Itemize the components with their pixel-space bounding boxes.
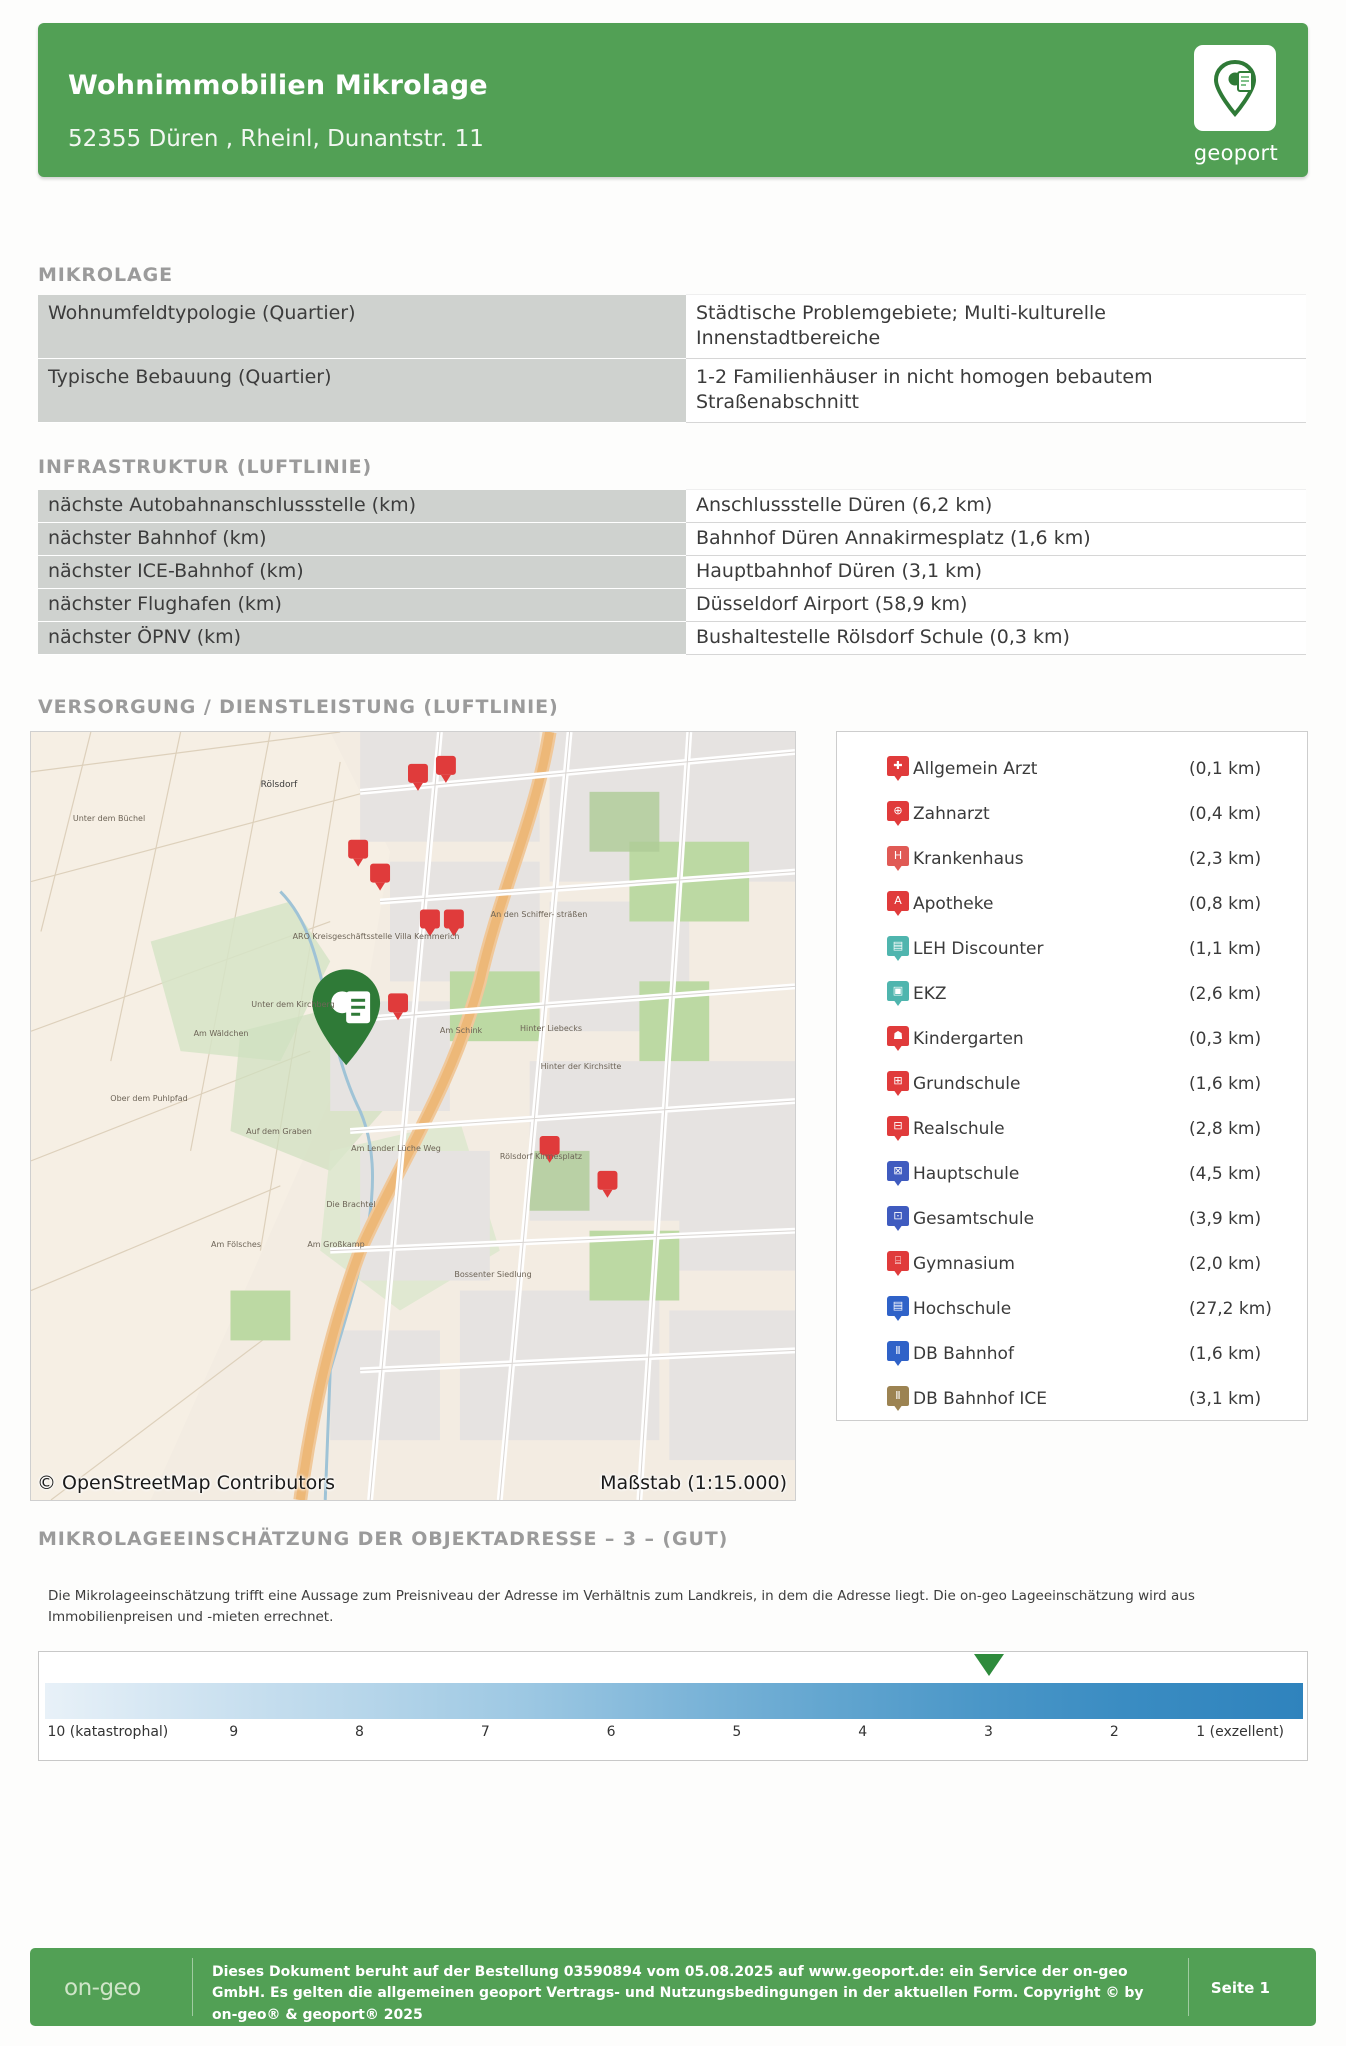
legend-distance: (0,1 km) xyxy=(1189,758,1262,779)
table-row xyxy=(38,523,1306,556)
legend-distance: (3,9 km) xyxy=(1189,1208,1262,1229)
map-place-label: An den Schiffer- sträßen xyxy=(490,910,588,919)
list-item xyxy=(837,1241,1307,1286)
row-value: Düsseldorf Airport (58,9 km) xyxy=(686,589,1306,622)
rating-tick: 5 xyxy=(732,1724,742,1740)
poi-legend xyxy=(836,731,1308,1421)
map-pin-icon xyxy=(1211,58,1259,118)
rating-tick: 3 xyxy=(984,1724,993,1740)
map-place-label: Auf dem Graben xyxy=(246,1127,312,1136)
table-row xyxy=(38,359,1306,423)
legend-label: Hauptschule xyxy=(913,1163,1020,1184)
row-label: Wohnumfeldtypologie (Quartier) xyxy=(38,295,686,359)
legend-distance: (2,3 km) xyxy=(1189,848,1262,869)
legend-distance: (0,8 km) xyxy=(1189,893,1262,914)
row-value: Bahnhof Düren Annakirmesplatz (1,6 km) xyxy=(686,523,1306,556)
legend-label: Apotheke xyxy=(913,893,994,914)
map-place-label: Am Großkamp xyxy=(307,1240,365,1249)
allgemein-arzt-icon: ✚ xyxy=(887,756,909,782)
row-label: nächster Bahnhof (km) xyxy=(38,523,686,556)
map-canvas xyxy=(31,732,795,1500)
db-bahnhof-ice-icon: Ⅱ xyxy=(887,1386,909,1412)
map-place-label: ARO Kreisgeschäftsstelle Villa Kemmerich xyxy=(292,932,460,941)
rating-tick-labels xyxy=(45,1724,1303,1754)
leh-discounter-icon: ▤ xyxy=(887,936,909,962)
map-place-label: Unter dem Büchel xyxy=(72,814,146,823)
table-row xyxy=(38,490,1306,523)
row-label: nächster ICE-Bahnhof (km) xyxy=(38,556,686,589)
rating-gradient-bar xyxy=(45,1683,1303,1719)
legend-distance: (1,6 km) xyxy=(1189,1073,1262,1094)
krankenhaus-icon: H xyxy=(887,846,909,872)
legend-distance: (2,6 km) xyxy=(1189,983,1262,1004)
list-item xyxy=(837,926,1307,971)
legend-distance: (0,4 km) xyxy=(1189,803,1262,824)
property-address: 52355 Düren , Rheinl, Dunantstr. 11 xyxy=(68,126,484,152)
row-value: Städtische Problemgebiete; Multi-kulturelle Innenstadtbereiche xyxy=(686,295,1306,359)
gesamtschule-icon: ⊡ xyxy=(887,1206,909,1232)
ekz-icon: ▣ xyxy=(887,981,909,1007)
legend-distance: (4,5 km) xyxy=(1189,1163,1262,1184)
list-item xyxy=(837,791,1307,836)
legend-label: Grundschule xyxy=(913,1073,1021,1094)
list-item xyxy=(837,1331,1307,1376)
legend-label: Zahnarzt xyxy=(913,803,990,824)
list-item xyxy=(837,746,1307,791)
list-item xyxy=(837,836,1307,881)
map-attribution: © OpenStreetMap Contributors xyxy=(37,1472,336,1494)
rating-tick: 4 xyxy=(858,1724,868,1740)
legend-distance: (1,6 km) xyxy=(1189,1343,1262,1364)
section-heading-versorgung: VERSORGUNG / DIENSTLEISTUNG (LUFTLINIE) xyxy=(38,696,559,718)
rating-description: Die Mikrolageeinschätzung trifft eine Aussage zum Preisniveau der Adresse im Verhältnis zum Landkreis, in dem die Adresse liegt. Die on-geo Lageeinschätzung wird aus Immobilienpreisen und -mieten errechnet. xyxy=(48,1588,1195,1625)
db-bahnhof-icon: Ⅱ xyxy=(887,1341,909,1367)
zahnarzt-icon: ⊕ xyxy=(887,801,909,827)
apotheke-icon: A xyxy=(887,891,909,917)
list-item xyxy=(837,1061,1307,1106)
map-place-label: Am Schink xyxy=(439,1026,483,1035)
legend-label: Kindergarten xyxy=(913,1028,1024,1049)
footer-divider-right xyxy=(1188,1958,1189,2016)
legend-label: EKZ xyxy=(913,983,947,1004)
section-heading-einschaetzung: MIKROLAGEEINSCHÄTZUNG DER OBJEKTADRESSE – 3 – (GUT) xyxy=(38,1528,729,1550)
legend-label: Hochschule xyxy=(913,1298,1012,1319)
row-label: nächster ÖPNV (km) xyxy=(38,622,686,655)
list-item xyxy=(837,1286,1307,1331)
map-place-label: Am Lender Lüche Weg xyxy=(351,1144,441,1153)
infrastruktur-table xyxy=(38,489,1306,655)
page-number: Seite 1 xyxy=(1210,1979,1270,1997)
rating-tick: 8 xyxy=(355,1724,364,1740)
legend-label: Gymnasium xyxy=(913,1253,1015,1274)
legend-label: Realschule xyxy=(913,1118,1005,1139)
legend-label: LEH Discounter xyxy=(913,938,1044,959)
map-place-label: Am Wäldchen xyxy=(193,1029,249,1038)
row-value: Anschlussstelle Düren (6,2 km) xyxy=(686,490,1306,523)
kindergarten-icon: ☗ xyxy=(887,1026,909,1052)
list-item xyxy=(837,1016,1307,1061)
legend-label: DB Bahnhof xyxy=(913,1343,1014,1364)
legend-distance: (2,8 km) xyxy=(1189,1118,1262,1139)
row-label: Typische Bebauung (Quartier) xyxy=(38,359,686,423)
document-header xyxy=(38,23,1308,177)
map-scale-label: Maßstab (1:15.000) xyxy=(600,1472,787,1494)
list-item xyxy=(837,1106,1307,1151)
legend-label: DB Bahnhof ICE xyxy=(913,1388,1047,1409)
row-value: Bushaltestelle Rölsdorf Schule (0,3 km) xyxy=(686,622,1306,655)
rating-tick: 9 xyxy=(229,1724,239,1740)
row-label: nächste Autobahnanschlussstelle (km) xyxy=(38,490,686,523)
legend-distance: (27,2 km) xyxy=(1189,1298,1272,1319)
row-label: nächster Flughafen (km) xyxy=(38,589,686,622)
page-title: Wohnimmobilien Mikrolage xyxy=(68,70,488,101)
rating-tick: 6 xyxy=(606,1724,616,1740)
table-row xyxy=(38,622,1306,655)
grundschule-icon: ⊞ xyxy=(887,1071,909,1097)
location-map[interactable] xyxy=(30,731,796,1501)
geoport-wordmark: geoport xyxy=(1193,141,1278,165)
map-place-label: Bossenter Siedlung xyxy=(454,1270,532,1279)
realschule-icon: ⊟ xyxy=(887,1116,909,1142)
table-row xyxy=(38,295,1306,359)
list-item xyxy=(837,1376,1307,1421)
legend-label: Allgemein Arzt xyxy=(913,758,1038,779)
list-item xyxy=(837,1196,1307,1241)
mikrolage-table xyxy=(38,294,1306,423)
rating-scale xyxy=(38,1651,1308,1761)
map-place-label: Hinter der Kirchsitte xyxy=(540,1062,622,1071)
legend-distance: (0,3 km) xyxy=(1189,1028,1262,1049)
map-place-label: Am Fölsches xyxy=(211,1240,261,1249)
table-row xyxy=(38,556,1306,589)
legend-label: Krankenhaus xyxy=(913,848,1024,869)
section-heading-mikrolage: MIKROLAGE xyxy=(38,264,173,286)
list-item xyxy=(837,971,1307,1016)
map-place-label: Unter dem Kirchberg xyxy=(251,1000,335,1009)
rating-marker xyxy=(974,1654,1004,1676)
hauptschule-icon: ⊠ xyxy=(887,1161,909,1187)
rating-tick: 7 xyxy=(480,1724,490,1740)
legend-distance: (3,1 km) xyxy=(1189,1388,1262,1409)
document-footer xyxy=(30,1948,1316,2026)
legend-distance: (1,1 km) xyxy=(1189,938,1262,959)
row-value: 1-2 Familienhäuser in nicht homogen bebautem Straßenabschnitt xyxy=(686,359,1306,423)
legend-distance: (2,0 km) xyxy=(1189,1253,1262,1274)
rating-tick: 2 xyxy=(1109,1724,1119,1740)
map-place-label: Hinter Liebecks xyxy=(520,1024,582,1033)
footer-legal-text: Dieses Dokument beruht auf der Bestellung 03590894 vom 05.08.2025 auf www.geoport.de: ein Service der on-geo GmbH. Es gelten die allgemeinen geoport Vertrags- und Nutzungsbedingungen in der aktuellen Form. Copyright © by on-geo® & geoport® 2025 xyxy=(212,1964,1144,2023)
on-geo-logo: on-geo xyxy=(64,1975,141,2001)
geoport-logo xyxy=(1194,45,1276,131)
map-place-label: Rölsdorf Kirmesplatz xyxy=(499,1152,583,1161)
map-place-label: Die Brachtel xyxy=(326,1200,376,1209)
map-place-label: Rölsdorf xyxy=(260,780,298,790)
rating-tick: 1 (exzellent) xyxy=(1196,1724,1284,1740)
map-place-label: Ober dem Puhlpfad xyxy=(110,1094,188,1103)
list-item xyxy=(837,881,1307,926)
table-row xyxy=(38,589,1306,622)
rating-tick: 10 (katastrophal) xyxy=(47,1724,169,1740)
hochschule-icon: ▤ xyxy=(887,1296,909,1322)
list-item xyxy=(837,1151,1307,1196)
footer-divider-left xyxy=(192,1958,193,2016)
row-value: Hauptbahnhof Düren (3,1 km) xyxy=(686,556,1306,589)
section-heading-infrastruktur: INFRASTRUKTUR (LUFTLINIE) xyxy=(38,456,373,478)
gymnasium-icon: ⌸ xyxy=(887,1251,909,1277)
legend-label: Gesamtschule xyxy=(913,1208,1035,1229)
